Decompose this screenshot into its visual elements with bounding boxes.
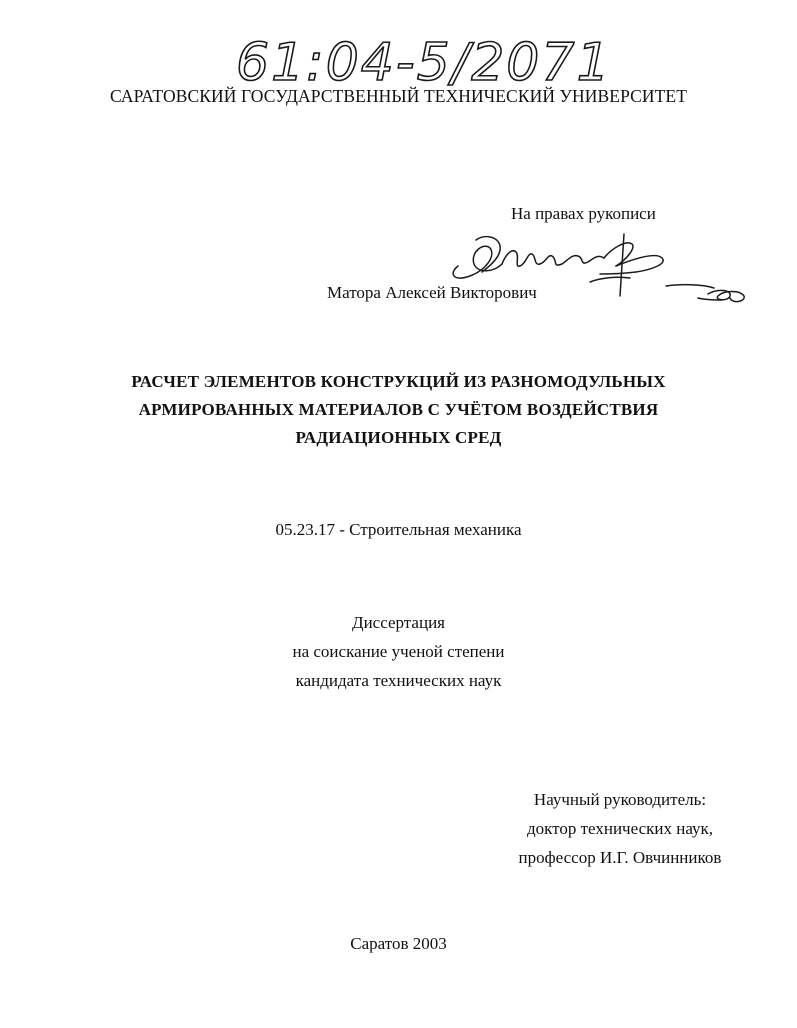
degree-sought-line: на соискание ученой степени (292, 642, 505, 661)
degree-field-line: кандидата технических наук (295, 671, 502, 690)
university-name: САРАТОВСКИЙ ГОСУДАРСТВЕННЫЙ ТЕХНИЧЕСКИЙ УНИВЕРСИТЕТ (110, 86, 687, 106)
specialty-code: 05.23.17 - Строительная механика (275, 520, 522, 539)
title-line: АРМИРОВАННЫХ МАТЕРИАЛОВ С УЧЁТОМ ВОЗДЕЙСТВИЯ (138, 400, 659, 419)
dissertation-type: Диссертация (351, 613, 445, 632)
title-line: РАДИАЦИОННЫХ СРЕД (295, 428, 502, 447)
title-line: РАСЧЕТ ЭЛЕМЕНТОВ КОНСТРУКЦИЙ ИЗ РАЗНОМОДУЛЬНЫХ (131, 372, 666, 391)
rights-note: На правах рукописи (511, 204, 656, 223)
supervisor-name: профессор И.Г. Овчинников (518, 848, 722, 867)
city-year: Саратов 2003 (350, 934, 447, 953)
dissertation-title (0, 368, 797, 452)
supervisor-block (470, 785, 770, 872)
handwritten-archive-code (232, 24, 612, 94)
svg-text:61:04-5/2071: 61:04-5/2071 (236, 33, 612, 93)
supervisor-degree: доктор технических наук, (526, 819, 714, 838)
dissertation-type-block (0, 608, 797, 695)
supervisor-label: Научный руководитель: (533, 790, 707, 809)
author-name: Матора Алексей Викторович (327, 283, 537, 302)
